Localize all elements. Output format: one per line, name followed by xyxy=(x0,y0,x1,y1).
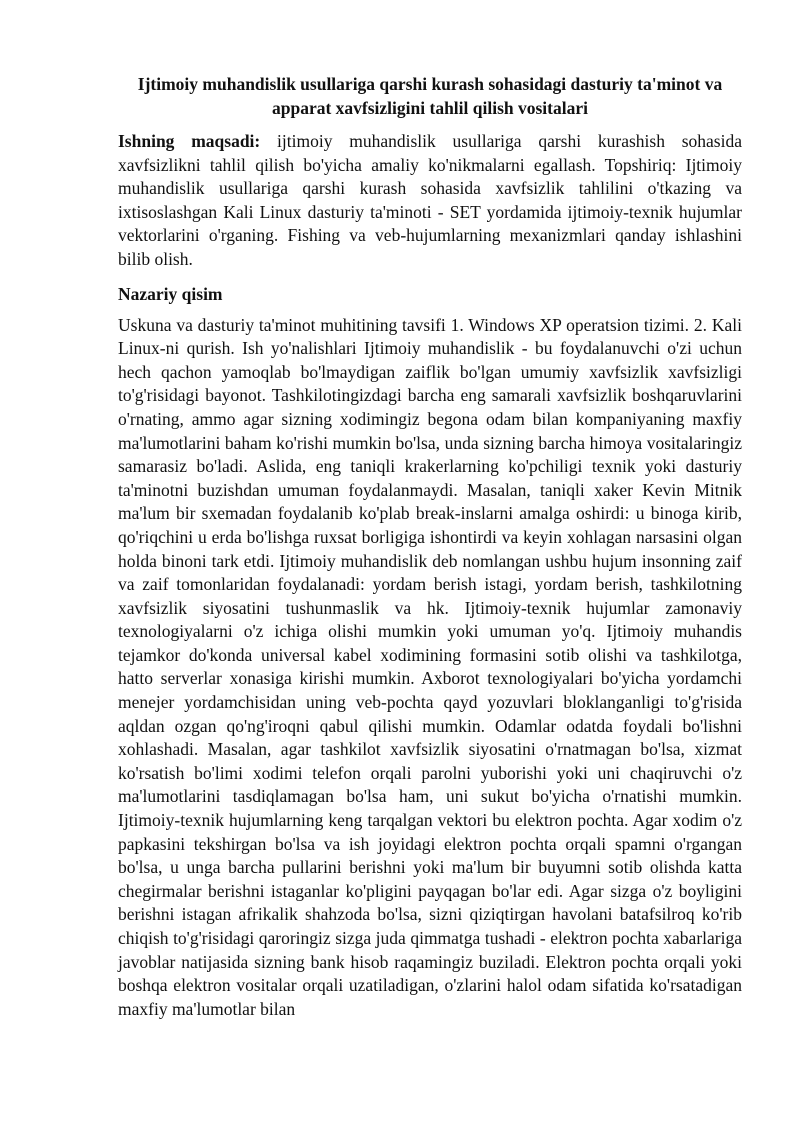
body-paragraph: Uskuna va dasturiy ta'minot muhitining tavsifi 1. Windows XP operatsion tizimi. 2. Kali Linux-ni qurish. Ish yo'nalishlari Ijtimoiy muhandislik - bu foydalanuvchi o'zi uchun hech qachon yamoqlab bo'lmaydigan zaiflik bo'lgan umumiy xavfsizlik xavfsizligi to'g'risidagi bayonot. Tashkilotingizdagi barcha eng samarali xavfsizlik boshqaruvlarini o'rnating, ammo agar sizning xodimingiz begona odam bilan kompaniyaning maxfiy ma'lumotlarini baham ko'rishi mumkin bo'lsa, unda sizning barcha himoya vositalaringiz samarasiz bo'ladi. Aslida, eng taniqli krakerlarning ko'pchiligi texnik yoki dasturiy ta'minotni buzishdan umuman foydalanmaydi. Masalan, taniqli xaker Kevin Mitnik ma'lum bir sxemadan foydalanib ko'plab break-inslarni amalga oshirdi: u binoga kirib, qo'riqchini u erda bo'lishga ruxsat borligiga ishontirdi va keyin xohlagan narsasini olgan holda binoni tark etdi. Ijtimoiy muhandislik deb nomlangan ushbu hujum insonning zaif va zaif tomonlaridan foydalanadi: yordam berish istagi, yordam berish, tashkilotning xavfsizlik siyosatini tushunmaslik va hk. Ijtimoiy-texnik hujumlar zamonaviy texnologiyalarni o'z ichiga olishi mumkin yoki umuman yo'q. Ijtimoiy muhandis tejamkor do'konda universal kabel xodimining formasini sotib olishi va tashkilotga, hatto serverlar xonasiga kirishi mumkin. Axborot texnologiyalari bo'yicha yordamchi menejer yordamchisidan uning veb-pochta qayd yozuvlari bloklanganligi to'g'risida aqldan ozgan qo'ng'iroqni qabul qilishi mumkin. Odamlar odatda foydali bo'lishni xohlashadi. Masalan, agar tashkilot xavfsizlik siyosatini o'rnatmagan bo'lsa, xizmat ko'rsatish bo'limi xodimi telefon orqali parolni yuborishi yoki uni chaqiruvchi o'z ma'lumotlarini tasdiqlamagan bo'lsa ham, uni sukut bo'yicha o'rnatishi mumkin. Ijtimoiy-texnik hujumlarning keng tarqalgan vektori bu elektron pochta. Agar xodim o'z papkasini tekshirgan bo'lsa va ish joyidagi elektron pochta orqali spamni o'rgangan bo'lsa, u unga barcha pullarini berishni yoki ma'lum bir buyumni sotib olishda katta chegirmalar berishni istaganlar ko'pligini payqagan bo'lar edi. Agar sizga o'z boyligini berishni istagan afrikalik shahzoda bo'lsa, sizni qiziqtirgan havolani batafsilroq ko'rib chiqish to'g'risidagi qaroringiz sizga juda qimmatga tushadi - elektron pochta xabarlariga javoblar natijasida sizning bank hisob raqamingiz buziladi. Elektron pochta orqali yoki boshqa elektron vositalar orqali uzatiladigan, o'zlarini halol odam sifatida ko'rsatadigan maxfiy ma'lumotlar bilan xyxy=(118,314,742,1019)
document-page xyxy=(118,60,742,1021)
document-title: Ijtimoiy muhandislik usullariga qarshi kurash sohasidagi dasturiy ta'minot va apparat xavfsizligini tahlil qilish vositalari xyxy=(137,74,723,118)
purpose-text: ijtimoiy muhandislik usullariga qarshi kurashish sohasida xavfsizlikni tahlil qilish bo'yicha amaliy ko'nikmalarni egallash. Topshiriq: Ijtimoiy muhandislik usullariga qarshi kurash sohasida xavfsizlik tahlilini o'tkazing va ixtisoslashgan Kali Linux dasturiy ta'minoti - SET yordamida ijtimoiy-texnik hujumlar vektorlarini o'rganing. Fishing va veb-hujumlarning mexanizmlari qanday ishlashini bilib olish. xyxy=(118,131,742,269)
purpose-label: Ishning maqsadi: xyxy=(118,131,261,151)
purpose-paragraph xyxy=(118,130,742,272)
section-heading: Nazariy qisim xyxy=(118,283,223,304)
